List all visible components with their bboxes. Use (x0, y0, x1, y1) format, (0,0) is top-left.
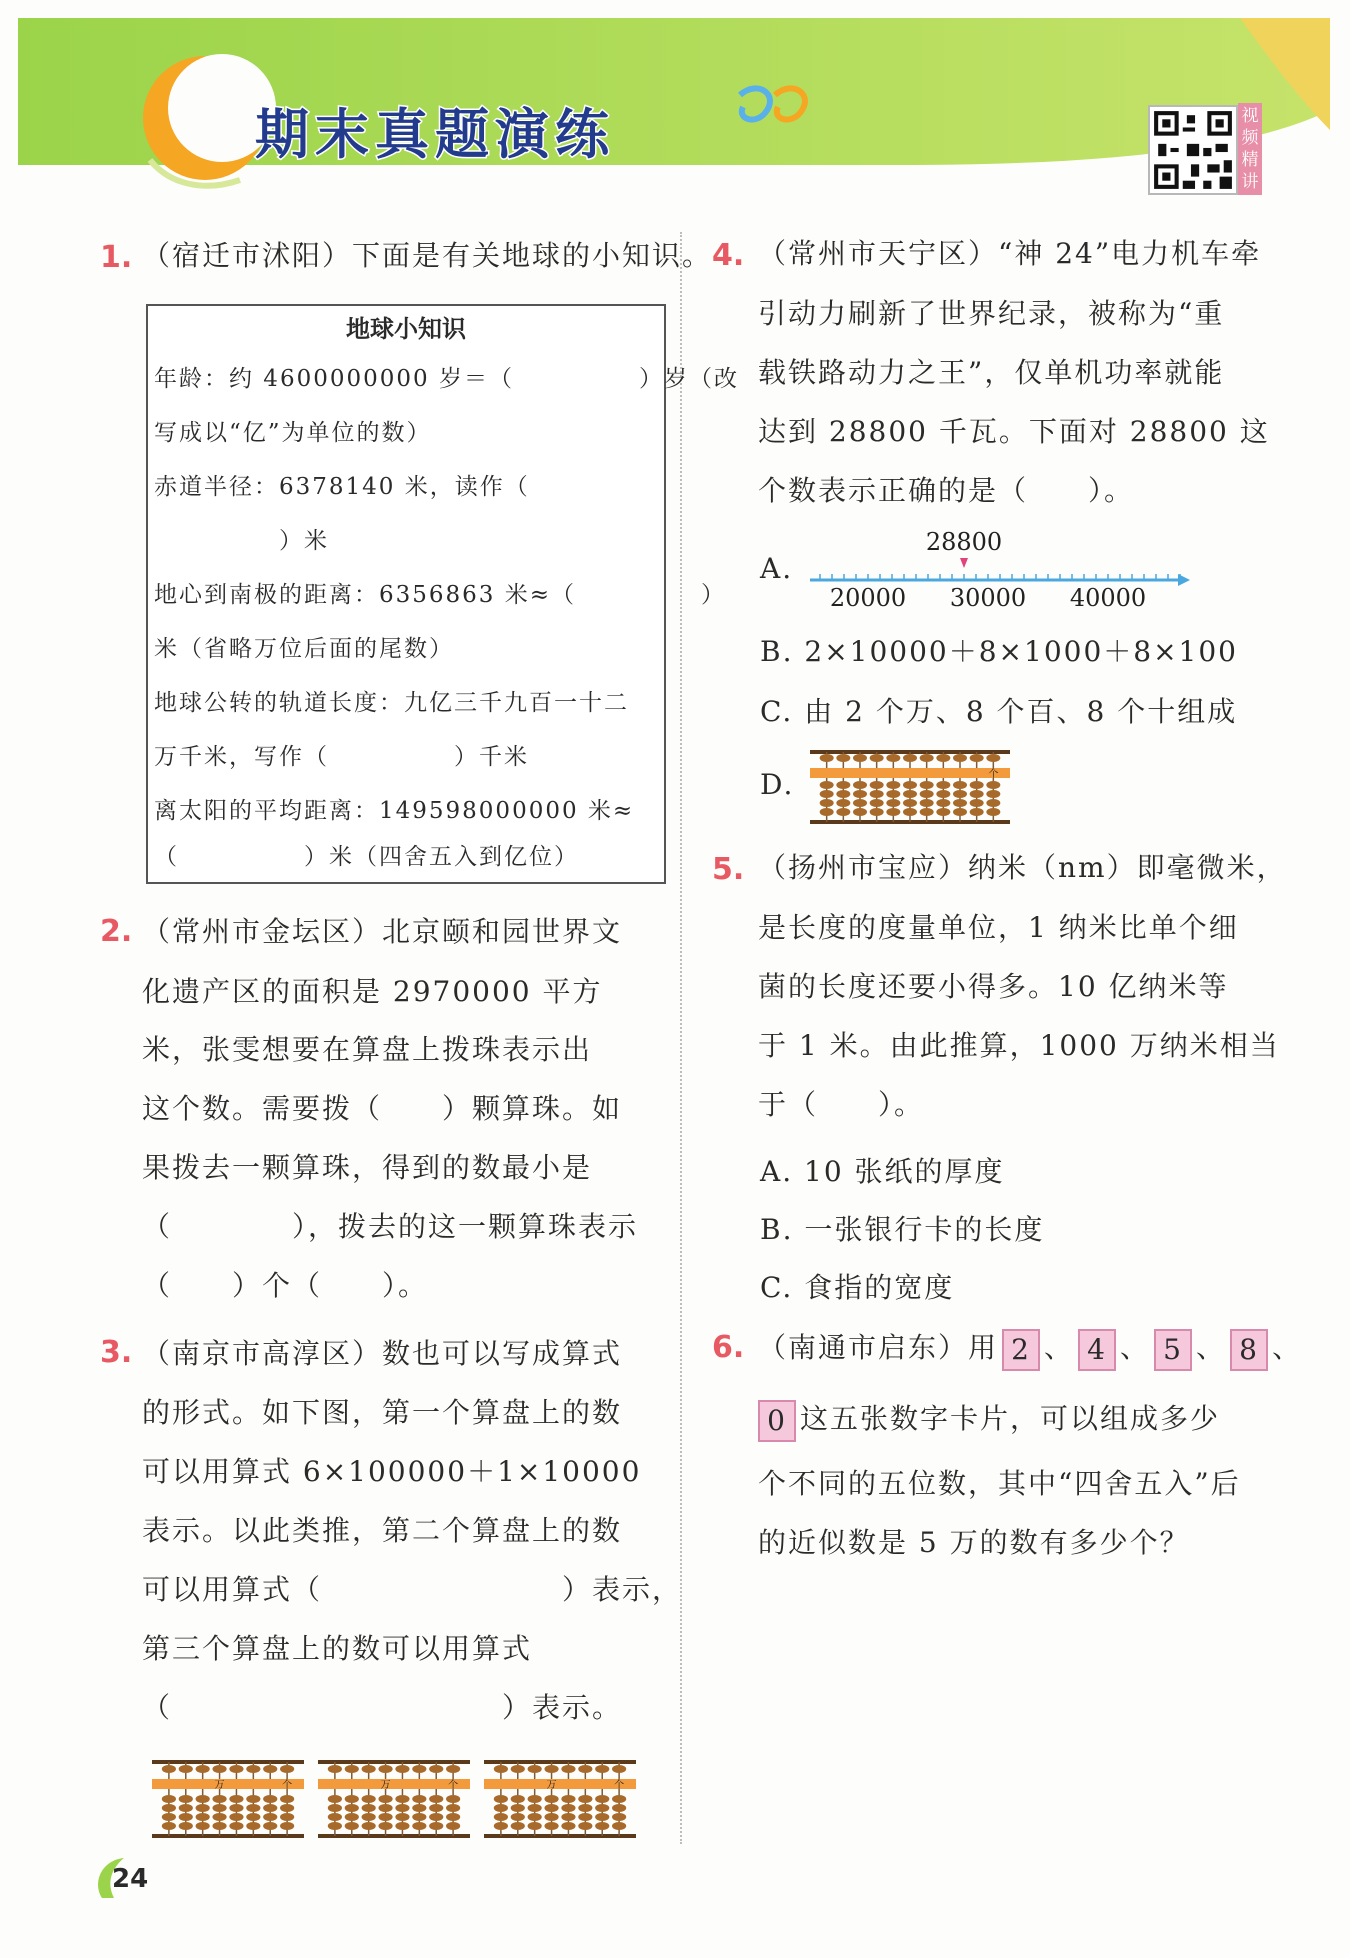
abacus-bead (870, 808, 884, 816)
box-line: 写成以“亿”为单位的数） (154, 420, 432, 446)
abacus-bead (280, 1813, 294, 1821)
abacus-bead (595, 1765, 609, 1773)
abacus-bead (446, 1795, 460, 1803)
abacus-bead (378, 1795, 392, 1803)
abacus-bead (429, 1795, 443, 1803)
number-line (806, 522, 1190, 612)
abacus-bead (612, 1813, 626, 1821)
abacus-bead (212, 1822, 226, 1830)
abacus-bead (528, 1813, 542, 1821)
abacus-bead (212, 1813, 226, 1821)
abacus-bead (196, 1822, 210, 1830)
abacus-bead (528, 1765, 542, 1773)
abacus-bead (494, 1822, 508, 1830)
box-line: 年龄：约 4600000000 岁＝（ ）岁（改 (154, 366, 739, 392)
abacus-bead (280, 1804, 294, 1812)
abacus-bead (936, 808, 950, 816)
abacus-bead (263, 1822, 277, 1830)
abacus-bead (345, 1795, 359, 1803)
abacus-bead (446, 1813, 460, 1821)
abacus-bead (528, 1795, 542, 1803)
abacus-bead (345, 1813, 359, 1821)
abacus-bead (561, 1795, 575, 1803)
box-title: 地球小知识 (346, 315, 466, 343)
abacus-bead (953, 799, 967, 807)
abacus-bead (953, 754, 967, 762)
abacus-bead (378, 1813, 392, 1821)
abacus-bead (229, 1765, 243, 1773)
abacus-bead (429, 1804, 443, 1812)
abacus-bead (612, 1804, 626, 1812)
abacus-bead (986, 790, 1000, 798)
abacus-bead (836, 808, 850, 816)
abacus-bead (362, 1822, 376, 1830)
abacus-bead (970, 781, 984, 789)
box-line: 米（省略万位后面的尾数） (154, 636, 454, 662)
abacus-bead (494, 1813, 508, 1821)
question-line (758, 1389, 1220, 1449)
abacus-bead (578, 1813, 592, 1821)
abacus-bead (395, 1813, 409, 1821)
abacus-bead (595, 1822, 609, 1830)
question-line: 米，张雯想要在算盘上拨珠表示出 (142, 1033, 593, 1066)
abacus-bead (395, 1804, 409, 1812)
abacus-bead (429, 1765, 443, 1773)
abacus-bead (544, 1822, 558, 1830)
option-d: D. (760, 768, 795, 801)
abacus-bead (263, 1795, 277, 1803)
question-line: 可以用算式 6×100000＋1×10000 (142, 1455, 642, 1488)
abacus-bead (328, 1795, 342, 1803)
question-number: 4. (712, 238, 745, 273)
abacus-bead (412, 1813, 426, 1821)
abacus-bead (280, 1822, 294, 1830)
question-line: 是长度的度量单位，1 纳米比单个细 (758, 911, 1239, 944)
abacus-bead (920, 808, 934, 816)
separator: 、 (1044, 1331, 1075, 1364)
abacus-bead (196, 1795, 210, 1803)
abacus-bead (920, 799, 934, 807)
abacus-bead (903, 799, 917, 807)
abacus-bead (446, 1765, 460, 1773)
option-a: A. (760, 552, 794, 585)
question-number: 3. (100, 1335, 133, 1370)
abacus-bead (345, 1822, 359, 1830)
question-line: 果拨去一颗算珠，得到的数最小是 (142, 1151, 593, 1184)
abacus-bead (179, 1765, 193, 1773)
abacus-bead (362, 1795, 376, 1803)
abacus-bead (345, 1804, 359, 1812)
abacus-bead (246, 1813, 260, 1821)
abacus-bead (578, 1804, 592, 1812)
abacus-bead (395, 1822, 409, 1830)
abacus-bead (162, 1765, 176, 1773)
abacus-bead (595, 1813, 609, 1821)
abacus-bead (179, 1813, 193, 1821)
abacus-bead (246, 1804, 260, 1812)
abacus-bead (886, 781, 900, 789)
abacus-bead (936, 799, 950, 807)
separator: 、 (1272, 1331, 1303, 1364)
abacus-bead (395, 1765, 409, 1773)
question-line: 于（ ）。 (758, 1088, 925, 1121)
digit-card: 0 (758, 1400, 796, 1442)
abacus-bead (429, 1822, 443, 1830)
abacus-bead (561, 1822, 575, 1830)
abacus-bead (920, 790, 934, 798)
question-line: （ ）个（ ）。 (142, 1269, 429, 1302)
abacus-bead (412, 1822, 426, 1830)
abacus-bead (179, 1822, 193, 1830)
abacus-bead (345, 1765, 359, 1773)
place-label: 个 (988, 769, 999, 780)
abacus-bead (246, 1795, 260, 1803)
header-banner (0, 0, 1350, 215)
place-label: 个 (282, 1780, 293, 1791)
abacus-top-bar (484, 1760, 636, 1764)
digit-card: 5 (1154, 1329, 1192, 1371)
earth-facts-box (146, 304, 739, 884)
abacus-bead (986, 808, 1000, 816)
abacus-bead (820, 799, 834, 807)
abacus-bead (511, 1813, 525, 1821)
abacus-bead (853, 808, 867, 816)
abacus-bead (986, 754, 1000, 762)
digit-card: 4 (1078, 1329, 1116, 1371)
question-line: （常州市天宁区）“神 24”电力机车牵 (758, 237, 1262, 270)
question-line: 第三个算盘上的数可以用算式 (142, 1632, 533, 1665)
abacus-1 (152, 1758, 304, 1840)
question-line: 可以用算式（ ）表示， (142, 1573, 683, 1606)
place-label: 个 (448, 1780, 459, 1791)
abacus-bead (446, 1822, 460, 1830)
option-b: B. 一张银行卡的长度 (760, 1213, 1045, 1246)
tick-label: 20000 (829, 584, 907, 612)
abacus-bead (362, 1813, 376, 1821)
abacus-bead (494, 1804, 508, 1812)
abacus-bead (446, 1804, 460, 1812)
question-line: 这个数。需要拨（ ）颗算珠。如 (142, 1092, 623, 1125)
tick-label: 30000 (949, 584, 1027, 612)
abacus-2 (318, 1758, 470, 1840)
tick-label: 40000 (1069, 584, 1147, 612)
abacus-bead (578, 1765, 592, 1773)
question-line: （扬州市宝应）纳米（nm）即毫微米， (758, 851, 1287, 884)
marker-label: 28800 (925, 528, 1003, 556)
abacus-beam (810, 768, 1010, 778)
abacus-bead (612, 1765, 626, 1773)
abacus-bead (986, 781, 1000, 789)
question-number: 5. (712, 852, 745, 887)
box-line: （ ）米（四舍五入到亿位） (154, 844, 579, 870)
abacus-bead (395, 1795, 409, 1803)
abacus-bead (229, 1804, 243, 1812)
abacus-bead (870, 754, 884, 762)
box-line: 地球公转的轨道长度：九亿三千九百一十二 (154, 690, 629, 716)
option-a: A. 10 张纸的厚度 (760, 1155, 1005, 1188)
box-line: ）米 (154, 528, 329, 554)
box-line: 赤道半径：6378140 米，读作（ (154, 474, 530, 500)
abacus-bead (870, 781, 884, 789)
abacus-bead (162, 1795, 176, 1803)
abacus-bead (362, 1765, 376, 1773)
abacus-bead (970, 754, 984, 762)
question-number: 1. (100, 240, 133, 275)
abacus-bead (511, 1795, 525, 1803)
abacus-bead (853, 781, 867, 789)
abacus-bottom-bar (318, 1834, 470, 1838)
abacus-bead (612, 1795, 626, 1803)
abacus-bead (970, 790, 984, 798)
question-line: 的近似数是 5 万的数有多少个？ (758, 1526, 1190, 1559)
place-label: 个 (614, 1780, 625, 1791)
abacus-bead (494, 1765, 508, 1773)
question-line: 于 1 米。由此推算，1000 万纳米相当 (758, 1029, 1280, 1062)
abacus-bead (820, 808, 834, 816)
place-label: 万 (546, 1780, 557, 1791)
abacus-bead (229, 1813, 243, 1821)
abacus-bead (836, 781, 850, 789)
abacus-bead (903, 790, 917, 798)
question-line: （ ）表示。 (142, 1691, 623, 1724)
abacus-bead (936, 754, 950, 762)
abacus-bead (820, 781, 834, 789)
abacus-bead (162, 1804, 176, 1812)
abacus-bead (263, 1813, 277, 1821)
abacus-bead (528, 1804, 542, 1812)
abacus-bead (836, 799, 850, 807)
abacus-top-bar (152, 1760, 304, 1764)
abacus-bead (544, 1765, 558, 1773)
abacus-bead (229, 1822, 243, 1830)
qr-code-icon (1148, 105, 1238, 195)
page-number: 24 (112, 1864, 149, 1894)
abacus-bead (263, 1765, 277, 1773)
page-title: 期末真题演练 (255, 103, 615, 166)
abacus-bead (953, 781, 967, 789)
abacus-bead (179, 1804, 193, 1812)
question-number: 6. (712, 1330, 745, 1365)
question-text: 这五张数字卡片，可以组成多少 (800, 1402, 1221, 1435)
question-line: （南京市高淳区）数也可以写成算式 (142, 1337, 623, 1370)
abacus-bead (544, 1813, 558, 1821)
question-line: 菌的长度还要小得多。10 亿纳米等 (758, 970, 1229, 1003)
separator: 、 (1120, 1331, 1151, 1364)
question-line: 化遗产区的面积是 2970000 平方 (142, 975, 603, 1008)
question-line: 引动力刷新了世界纪录，被称为“重 (758, 297, 1225, 330)
abacus-bead (162, 1813, 176, 1821)
abacus-bead (886, 754, 900, 762)
abacus-bottom-bar (484, 1834, 636, 1838)
abacus-bead (328, 1804, 342, 1812)
abacus-bead (561, 1765, 575, 1773)
abacus-bead (853, 754, 867, 762)
box-line: 地心到南极的距离：6356863 米≈（ ） (154, 582, 727, 608)
abacus-bead (280, 1765, 294, 1773)
abacus-bead (196, 1804, 210, 1812)
abacus-bead (953, 790, 967, 798)
abacus-bead (903, 754, 917, 762)
question-line: 载铁路动力之王”，仅单机功率就能 (758, 356, 1225, 389)
question-text: （南通市启东）用 (758, 1331, 999, 1364)
digit-card: 8 (1230, 1329, 1268, 1371)
box-line: 万千米，写作（ ）千米 (154, 744, 529, 770)
box-line: 离太阳的平均距离：149598000000 米≈ (154, 798, 635, 824)
video-lecture-label: 视频精讲 (1238, 103, 1262, 195)
abacus-bead (429, 1813, 443, 1821)
abacus-bead (853, 799, 867, 807)
abacus-bead (612, 1822, 626, 1830)
place-label: 万 (214, 1780, 225, 1791)
abacus-bead (953, 808, 967, 816)
abacus-bead (162, 1822, 176, 1830)
abacus-bead (820, 754, 834, 762)
question-line: 达到 28800 千瓦。下面对 28800 这 (758, 415, 1270, 448)
option-c: C. 由 2 个万、8 个百、8 个十组成 (760, 695, 1238, 728)
abacus-bead (561, 1804, 575, 1812)
abacus-bead (246, 1765, 260, 1773)
abacus-bead (196, 1813, 210, 1821)
abacus-bead (511, 1804, 525, 1812)
abacus-bead (920, 754, 934, 762)
abacus-bead (578, 1795, 592, 1803)
abacus-bead (328, 1822, 342, 1830)
abacus-bead (970, 808, 984, 816)
abacus-bead (920, 781, 934, 789)
abacus-bead (820, 790, 834, 798)
abacus-bead (561, 1813, 575, 1821)
abacus-bead (853, 790, 867, 798)
abacus-bead (511, 1822, 525, 1830)
question-line (758, 1318, 1302, 1378)
abacus-bead (179, 1795, 193, 1803)
abacus-bead (886, 790, 900, 798)
question-line: 的形式。如下图，第一个算盘上的数 (142, 1396, 623, 1429)
abacus-bead (328, 1765, 342, 1773)
abacus-bead (595, 1804, 609, 1812)
abacus-bead (936, 781, 950, 789)
abacus-bead (970, 799, 984, 807)
abacus-bead (886, 799, 900, 807)
abacus-bead (378, 1804, 392, 1812)
question-number: 2. (100, 914, 133, 949)
abacus-bead (511, 1765, 525, 1773)
abacus-bead (528, 1822, 542, 1830)
abacus-bead (412, 1765, 426, 1773)
marker-arrow-icon (960, 558, 968, 568)
question-line: 个不同的五位数，其中“四舍五入”后 (758, 1467, 1241, 1500)
abacus-bead (595, 1795, 609, 1803)
abacus-bead (836, 790, 850, 798)
abacus-bead (212, 1765, 226, 1773)
abacus-top-bar (318, 1760, 470, 1764)
abacus-bead (212, 1795, 226, 1803)
question-line: 个数表示正确的是（ ）。 (758, 474, 1135, 507)
abacus-bead (986, 799, 1000, 807)
abacus-option-d (810, 748, 1010, 826)
abacus-bottom-bar (152, 1834, 304, 1838)
abacus-bead (578, 1822, 592, 1830)
abacus-bead (229, 1795, 243, 1803)
abacus-bead (378, 1822, 392, 1830)
abacus-bead (328, 1813, 342, 1821)
option-b: B. 2×10000＋8×1000＋8×100 (760, 635, 1238, 668)
abacus-bead (903, 808, 917, 816)
digit-card: 2 (1002, 1329, 1040, 1371)
abacus-bead (246, 1822, 260, 1830)
place-label: 万 (380, 1780, 391, 1791)
abacus-bead (412, 1804, 426, 1812)
abacus-bead (362, 1804, 376, 1812)
separator: 、 (1196, 1331, 1227, 1364)
abacus-3 (484, 1758, 636, 1840)
abacus-bead (494, 1795, 508, 1803)
question-line: （常州市金坛区）北京颐和园世界文 (142, 915, 623, 948)
abacus-bead (836, 754, 850, 762)
abacus-bead (886, 808, 900, 816)
question-line: （ ），拨去的这一颗算珠表示 (142, 1210, 639, 1243)
abacus-bead (212, 1804, 226, 1812)
abacus-bead (196, 1765, 210, 1773)
abacus-bead (280, 1795, 294, 1803)
abacus-bead (544, 1795, 558, 1803)
abacus-bead (903, 781, 917, 789)
abacus-bead (412, 1795, 426, 1803)
abacus-bead (870, 799, 884, 807)
question-stem: （宿迁市沭阳）下面是有关地球的小知识。 (142, 239, 713, 272)
abacus-bead (263, 1804, 277, 1812)
abacus-bead (544, 1804, 558, 1812)
abacus-bead (378, 1765, 392, 1773)
abacus-bead (870, 790, 884, 798)
abacus-bead (936, 790, 950, 798)
option-c: C. 食指的宽度 (760, 1271, 955, 1304)
question-line: 表示。以此类推，第二个算盘上的数 (142, 1514, 623, 1547)
